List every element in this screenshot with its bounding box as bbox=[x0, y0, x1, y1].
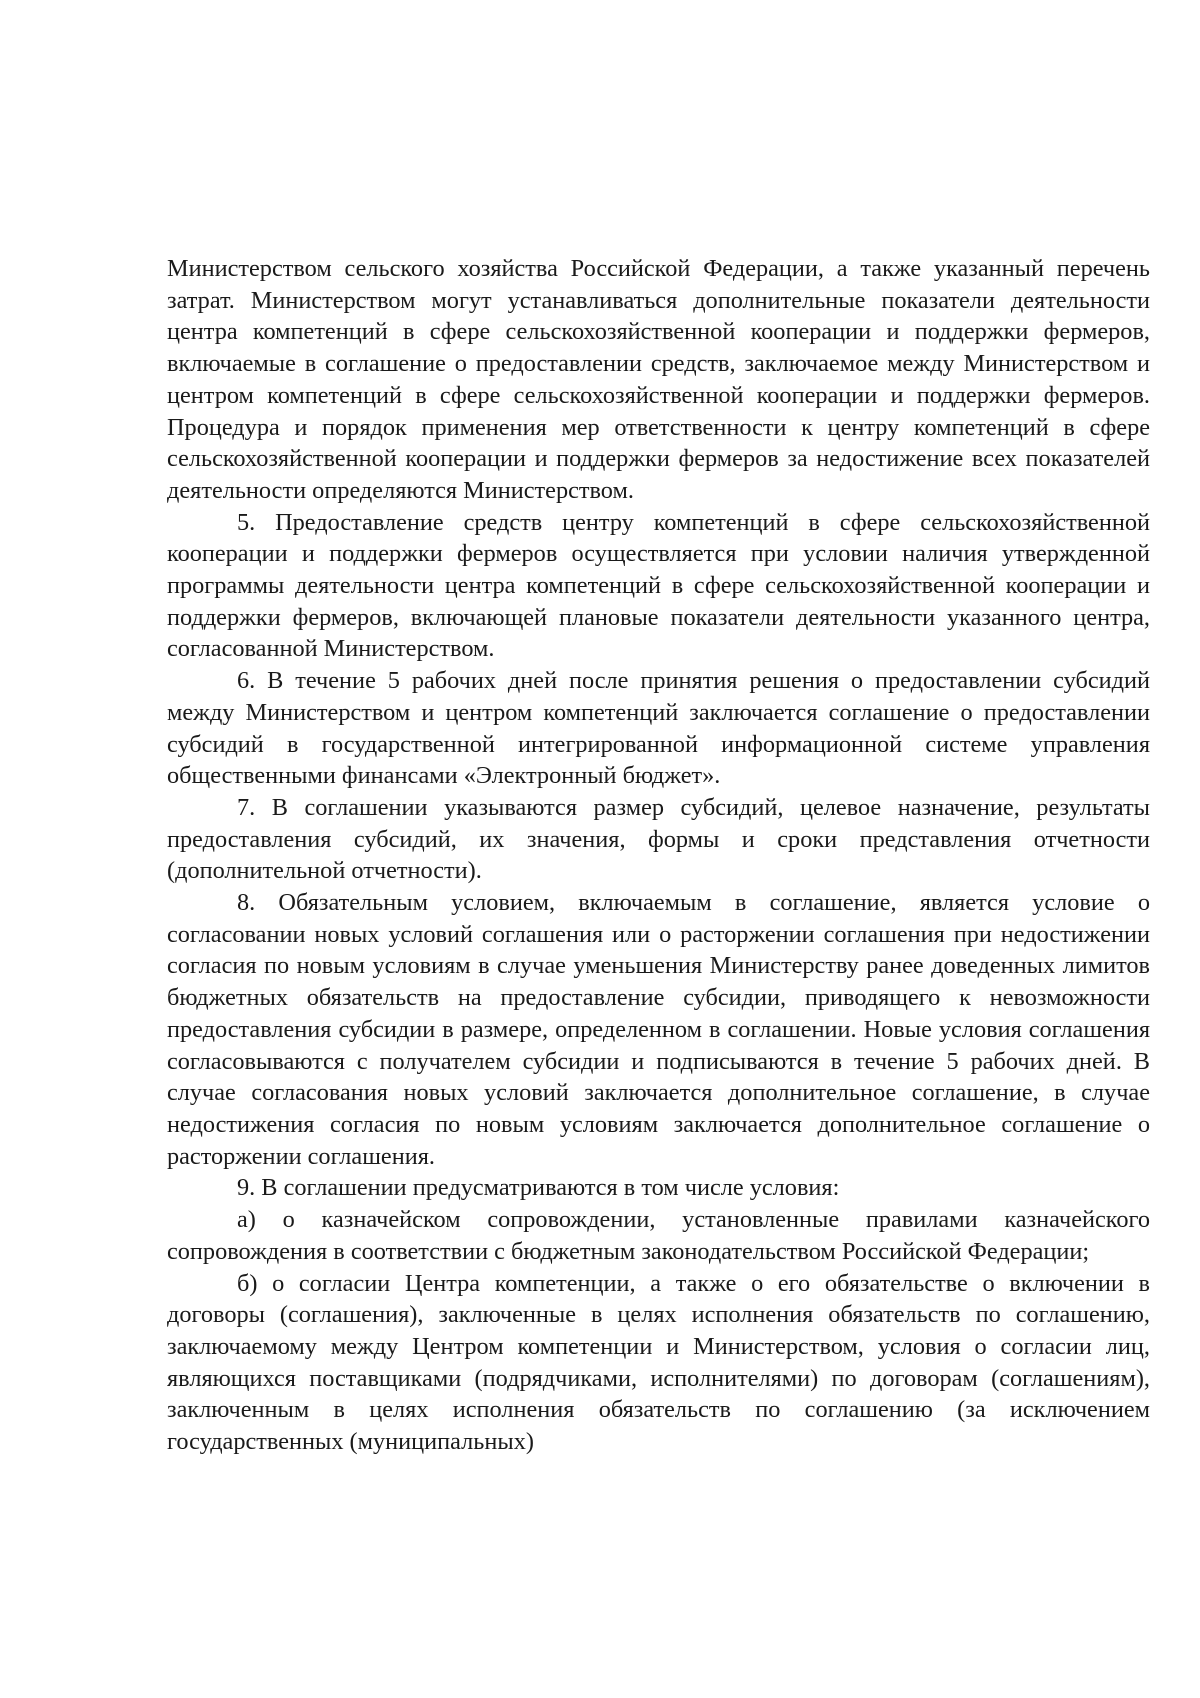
paragraph-clause-9a: а) о казначейском сопровождении, установленные правилами казначейского сопровождения в соответствии с бюджетным законодательством Российской Федерации; bbox=[167, 1206, 1150, 1265]
paragraph-clause-7: 7. В соглашении указываются размер субсидий, целевое назначение, результаты предоставления субсидий, их значения, формы и сроки представления отчетности (дополнительной отчетности). bbox=[167, 793, 1150, 885]
paragraph-clause-8: 8. Обязательным условием, включаемым в соглашение, является условие о согласовании новых условий соглашения или о расторжении соглашения при недостижении согласия по новым условиям в случае уменьшения Министерству ранее доведенных лимитов бюджетных обязательств на предоставление субсидии, приводящего к невозможности предоставления субсидии в размере, определенном в соглашении. Новые условия соглашения согласовываются с получателем субсидии и подписываются в течение 5 рабочих дней. В случае согласования новых условий заключается дополнительное соглашение, в случае недостижения согласия по новым условиям заключается дополнительное соглашение о расторжении соглашения. bbox=[167, 889, 1150, 1170]
paragraph-clause-9: 9. В соглашении предусматриваются в том числе условия: bbox=[237, 1174, 840, 1202]
paragraph-clause-6: 6. В течение 5 рабочих дней после принятия решения о предоставлении субсидий между Министерством и центром компетенций заключается соглашение о предоставлении субсидий в государственной интегрированной информационной системе управления общественными финансами «Электронный бюджет». bbox=[167, 667, 1150, 790]
paragraph-clause-9b: б) о согласии Центра компетенции, а также о его обязательстве о включении в договоры (соглашения), заключенные в целях исполнения обязательств по соглашению, заключаемому между Центром компетенции и Министерством, условия о согласии лиц, являющихся поставщиками (подрядчиками, исполнителями) по договорам (соглашениям), заключенным в целях исполнения обязательств по соглашению (за исключением государственных (муниципальных) bbox=[167, 1269, 1150, 1456]
document-body bbox=[167, 253, 1150, 1458]
paragraph-continuation: Министерством сельского хозяйства Российской Федерации, а также указанный перечень затрат. Министерством могут устанавливаться дополнительные показатели деятельности центра компетенций в сфере сельскохозяйственной кооперации и поддержки фермеров, включаемые в соглашение о предоставлении средств, заключаемое между Министерством и центром компетенций в сфере сельскохозяйственной кооперации и поддержки фермеров. Процедура и порядок применения мер ответственности к центру компетенций в сфере сельскохозяйственной кооперации и поддержки фермеров за недостижение всех показателей деятельности определяются Министерством. bbox=[167, 255, 1150, 504]
paragraph-clause-5: 5. Предоставление средств центру компетенций в сфере сельскохозяйственной кооперации и поддержки фермеров осуществляется при условии наличия утвержденной программы деятельности центра компетенций в сфере сельскохозяйственной кооперации и поддержки фермеров, включающей плановые показатели деятельности указанного центра, согласованной Министерством. bbox=[167, 508, 1150, 663]
